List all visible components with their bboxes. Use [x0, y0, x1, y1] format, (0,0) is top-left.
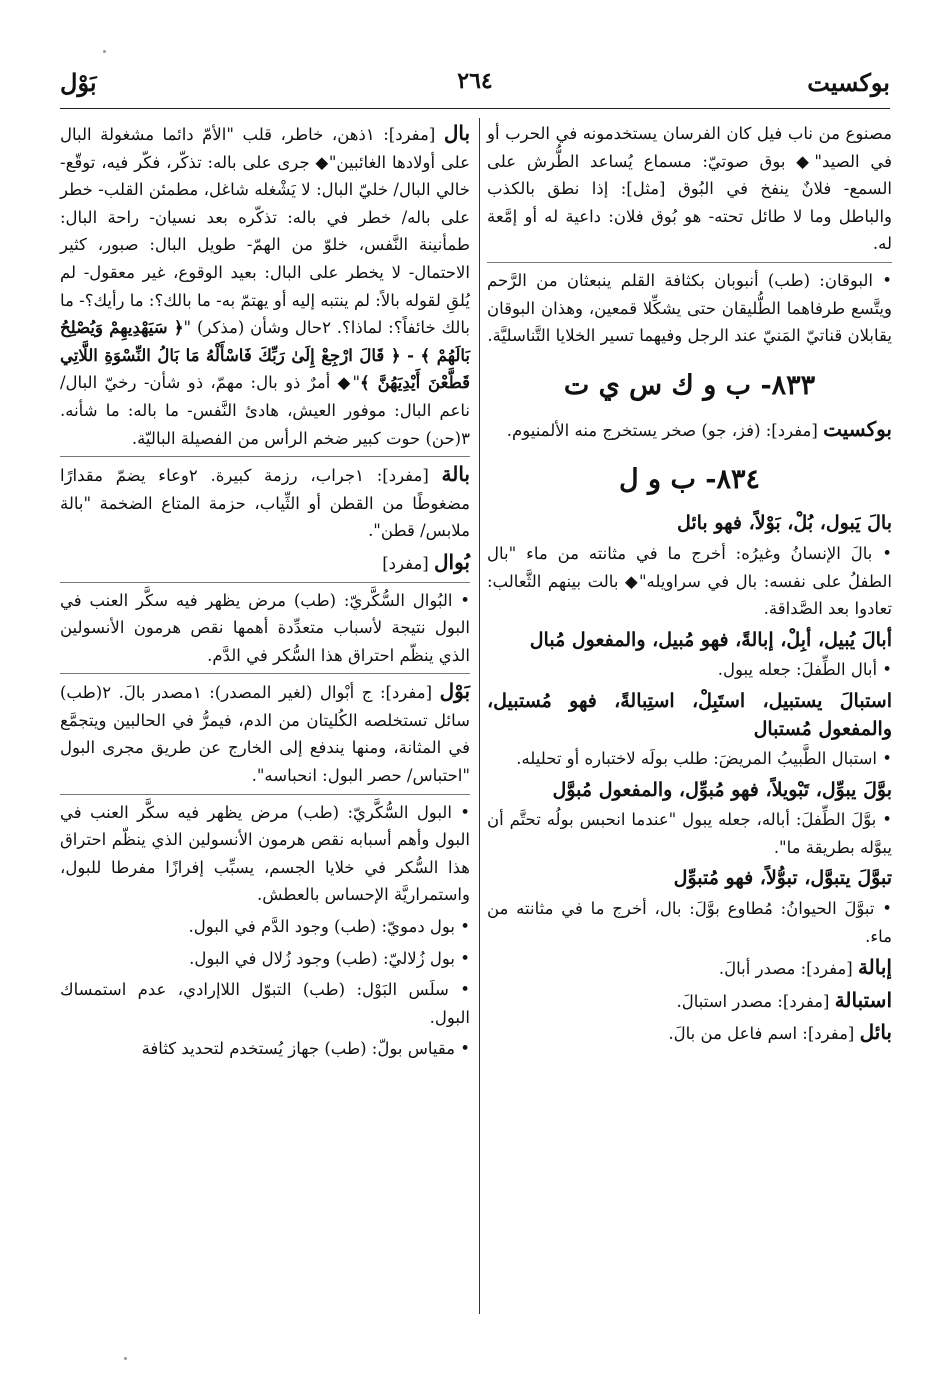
entry-istibala — [487, 987, 892, 1016]
entry-text: [مفرد]: اسم فاعل من بالَ. — [668, 1024, 860, 1044]
entry-bawl — [60, 673, 470, 789]
header-rule — [60, 108, 890, 109]
page-number: ٢٦٤ — [457, 68, 493, 94]
sense-buwal-sukkari: • البُوال السُّكَّريّ: (طب) مرض يظهر فيه سكَّر العنب في البول نتيجة لأسباب متعدِّدة أهمها نقص هرمون الأنسولين الذي ينظّم احتراق هذا السُّكر في الدَّم. — [60, 582, 470, 670]
headword: بُوال — [434, 549, 470, 574]
entry-text: [مفرد]: مصدر أبالَ. — [718, 959, 858, 979]
sense-salas: • سلَس البَوْل: (طب) التبوّل اللاإرادي، عدم استمساك البول. — [60, 980, 470, 1027]
scan-speck — [103, 50, 106, 53]
header-last-word: بَوْل — [60, 68, 97, 97]
left-column — [60, 120, 470, 1067]
sense-bawl-sukkari: • البول السُّكَّريّ: (طب) مرض يظهر فيه سكَّر العنب في البول وأهم أسبابه نقص هرمون الأنسولين الذي ينظّم احتراق هذا السُّكر في خلايا الجسم، يسبِّب إفرازًا مفرطا للبول، واستمراريَّة الإحساس بالعطش. — [60, 794, 470, 909]
headword: استبالة — [834, 987, 892, 1012]
verb-definition: • بالَ الإنسانُ وغيرُه: أخرج ما في مثانته من ماء "بال الطفلُ على نفسه: بال في سراويله"◆ بالت بينهم الثَّعالب: تعادوا بعد الصَّداقة. — [487, 543, 892, 619]
sense-bawl-damawi: • بول دمويّ: (طب) وجود الدَّم في البول. — [188, 917, 470, 937]
verb-definition: • استبال الطَّبيبُ المريضَ: طلب بولَه لاختباره أو تحليله. — [516, 749, 892, 769]
quran-quote: ﴿ سَيَهْدِيهِمْ وَيُصْلِحُ بَالَهُمْ ﴾ - ﴿ قَالَ ارْجِعْ إِلَىٰ رَبِّكَ فَاسْأَلْهُ مَا بَالُ النِّسْوَةِ اللَّاتِي قَطَّعْنَ أَيْدِيَهُنَّ ﴾ — [60, 318, 470, 393]
scan-speck — [124, 1357, 127, 1360]
verb-form-bawwal: بوَّلَ يبوِّل، تَبْويلاً، فهو مُبوِّل، والمفعول مُبوَّل — [552, 778, 892, 801]
entry-ibala — [487, 954, 892, 983]
entry-text: [مفرد]: (فز، جو) صخر يستخرج منه الألمنيوم. — [506, 420, 824, 440]
sense-buqan: • البوقان: (طب) أنبوبان بكثافة القلم ينبعثان من الرَّحم ويتَّسع طرفاهما الطُّليقان حتى يشكِّلا قمعين، وهذان البوقان يقابلان قناتيّ المَنيّ عند الرجل وفيهما تسير الخلايا التَّناسليَّة. — [487, 262, 892, 350]
entry-bala — [60, 456, 470, 545]
verb-form-istabal: استبالَ يستبيل، استَبِلْ، استِبالةً، فهو مُستبيل، والمفعول مُستبال — [487, 689, 892, 740]
verb-form-abal: أبالَ يُبيل، أبِلْ، إبالةً، فهو مُبيل، والمفعول مُبال — [529, 628, 892, 651]
root-heading-834: ٨٣٤- ب و ل — [619, 464, 760, 496]
headword: بَوْل — [439, 679, 471, 704]
entry-text: "◆ أمرٌ ذو بال: مهمّ، ذو شأن- رخيّ البال/ ناعم البال: موفور العيش، هادئ النَّفس- ما باله: ما شأنه. ٣(حن) حوت كبير ضخم الرأس من الفصيلة الباليّة. — [60, 373, 470, 448]
sense-bawl-zulali: • بول زُلاليّ: (طب) وجود زُلال في البول. — [189, 948, 470, 968]
entry-text: [مفرد]: مصدر استبالَ. — [676, 991, 835, 1011]
entry-buwal — [60, 549, 470, 578]
headword: بائل — [859, 1020, 892, 1045]
entry-text: [مفرد]: ١ذهن، خاطر، قلب "الأمّ دائما مشغولة البال على أولادها الغائبين"◆ جرى على باله: تذكّر، فكّر فيه، توقّع- خالي البال/ خليّ البال: لا يَشْغله شاغل، مطمئن القلب- خطر على باله/ خطر في باله: تذكّره بعد نسيان- راحة البال: طمأنينة النَّفس، خلوّ من الهمّ- طويل البال: صبور، كثير الاحتمال- لا يخطر على البال: بعيد الوقوع، غير معقول- لم يُلقِ لقوله بالاً: لم ينتبه إليه أو يهتمّ به- ما بالك؟: ما رأيك؟- ما بالك خائفاً؟: لماذا؟. ٢حال وشأن (مذكر) " — [60, 125, 471, 338]
sense-miqyas: • مقياس بولّ: (طب) جهاز يُستخدم لتحديد كثافة — [141, 1039, 470, 1059]
entry-continuation: مصنوع من ناب فيل كان الفرسان يستخدمونه في الحرب أو في الصيد"◆ بوق صوتيّ: مسماع يُساعد الطُّرش على السمع- فلانٌ ينفخ في البُوق [مثل]: إذا نطق بالكذب والباطل وما لا طائل تحته- هو بُوق فلان: داعية له أو إمَّعة له. — [487, 124, 892, 254]
verb-definition: • تبوَّلَ الحيوانُ: مُطاوع بوَّلَ: بال، أخرج ما في مثانته من ماء. — [487, 899, 892, 946]
column-divider — [479, 118, 480, 1314]
header-first-word: بوكسيت — [807, 68, 890, 97]
verb-form-bal: بالَ يَبول، بُلْ، بَوْلاً، فهو بائل — [676, 512, 892, 535]
verb-definition: • بوَّلَ الطِّفلَ: أباله، جعله يبول "عندما انحبس بولُه تحتَّم أن يبوَّله بطريقة ما". — [487, 810, 892, 857]
headword: بالة — [441, 462, 470, 487]
verb-form-tabawwal: تبوَّلَ يتبوَّل، تبوُّلاً، فهو مُتبوِّل — [673, 867, 892, 890]
entry-bal — [60, 120, 470, 452]
entry-text: [مفرد]: ج أبْوال (لغير المصدر): ١مصدر بالَ. ٢(طب) سائل تستخلصه الكُليتان من الدم، فيمرُّ في الحالبين ويتجمَّع في المثانة، ومنها يندفع إلى الخارج عن طريق مجرى البول "احتباس/ حصر البول: انحباسه". — [60, 683, 470, 786]
right-column — [487, 120, 892, 1052]
page-header — [60, 64, 890, 104]
entry-bauxite — [487, 416, 892, 445]
root-heading-833: ٨٣٣- ب و ك س ي ت — [563, 369, 816, 401]
entry-text: [مفرد]: ١جراب، رزمة كبيرة. ٢وعاء يضمّ مقدارًا مضغوطًا من القطن أو الثِّياب، حزمة المتاع الضخمة "بالة ملابس/ قطن". — [60, 466, 470, 541]
verb-definition: • أبال الطِّفلَ: جعله يبول. — [717, 660, 892, 680]
headword: إبالة — [857, 955, 892, 980]
entry-ail — [487, 1019, 892, 1048]
entry-text: [مفرد] — [382, 553, 434, 573]
headword: بال — [443, 121, 471, 145]
headword: بوكسيت — [823, 416, 892, 441]
